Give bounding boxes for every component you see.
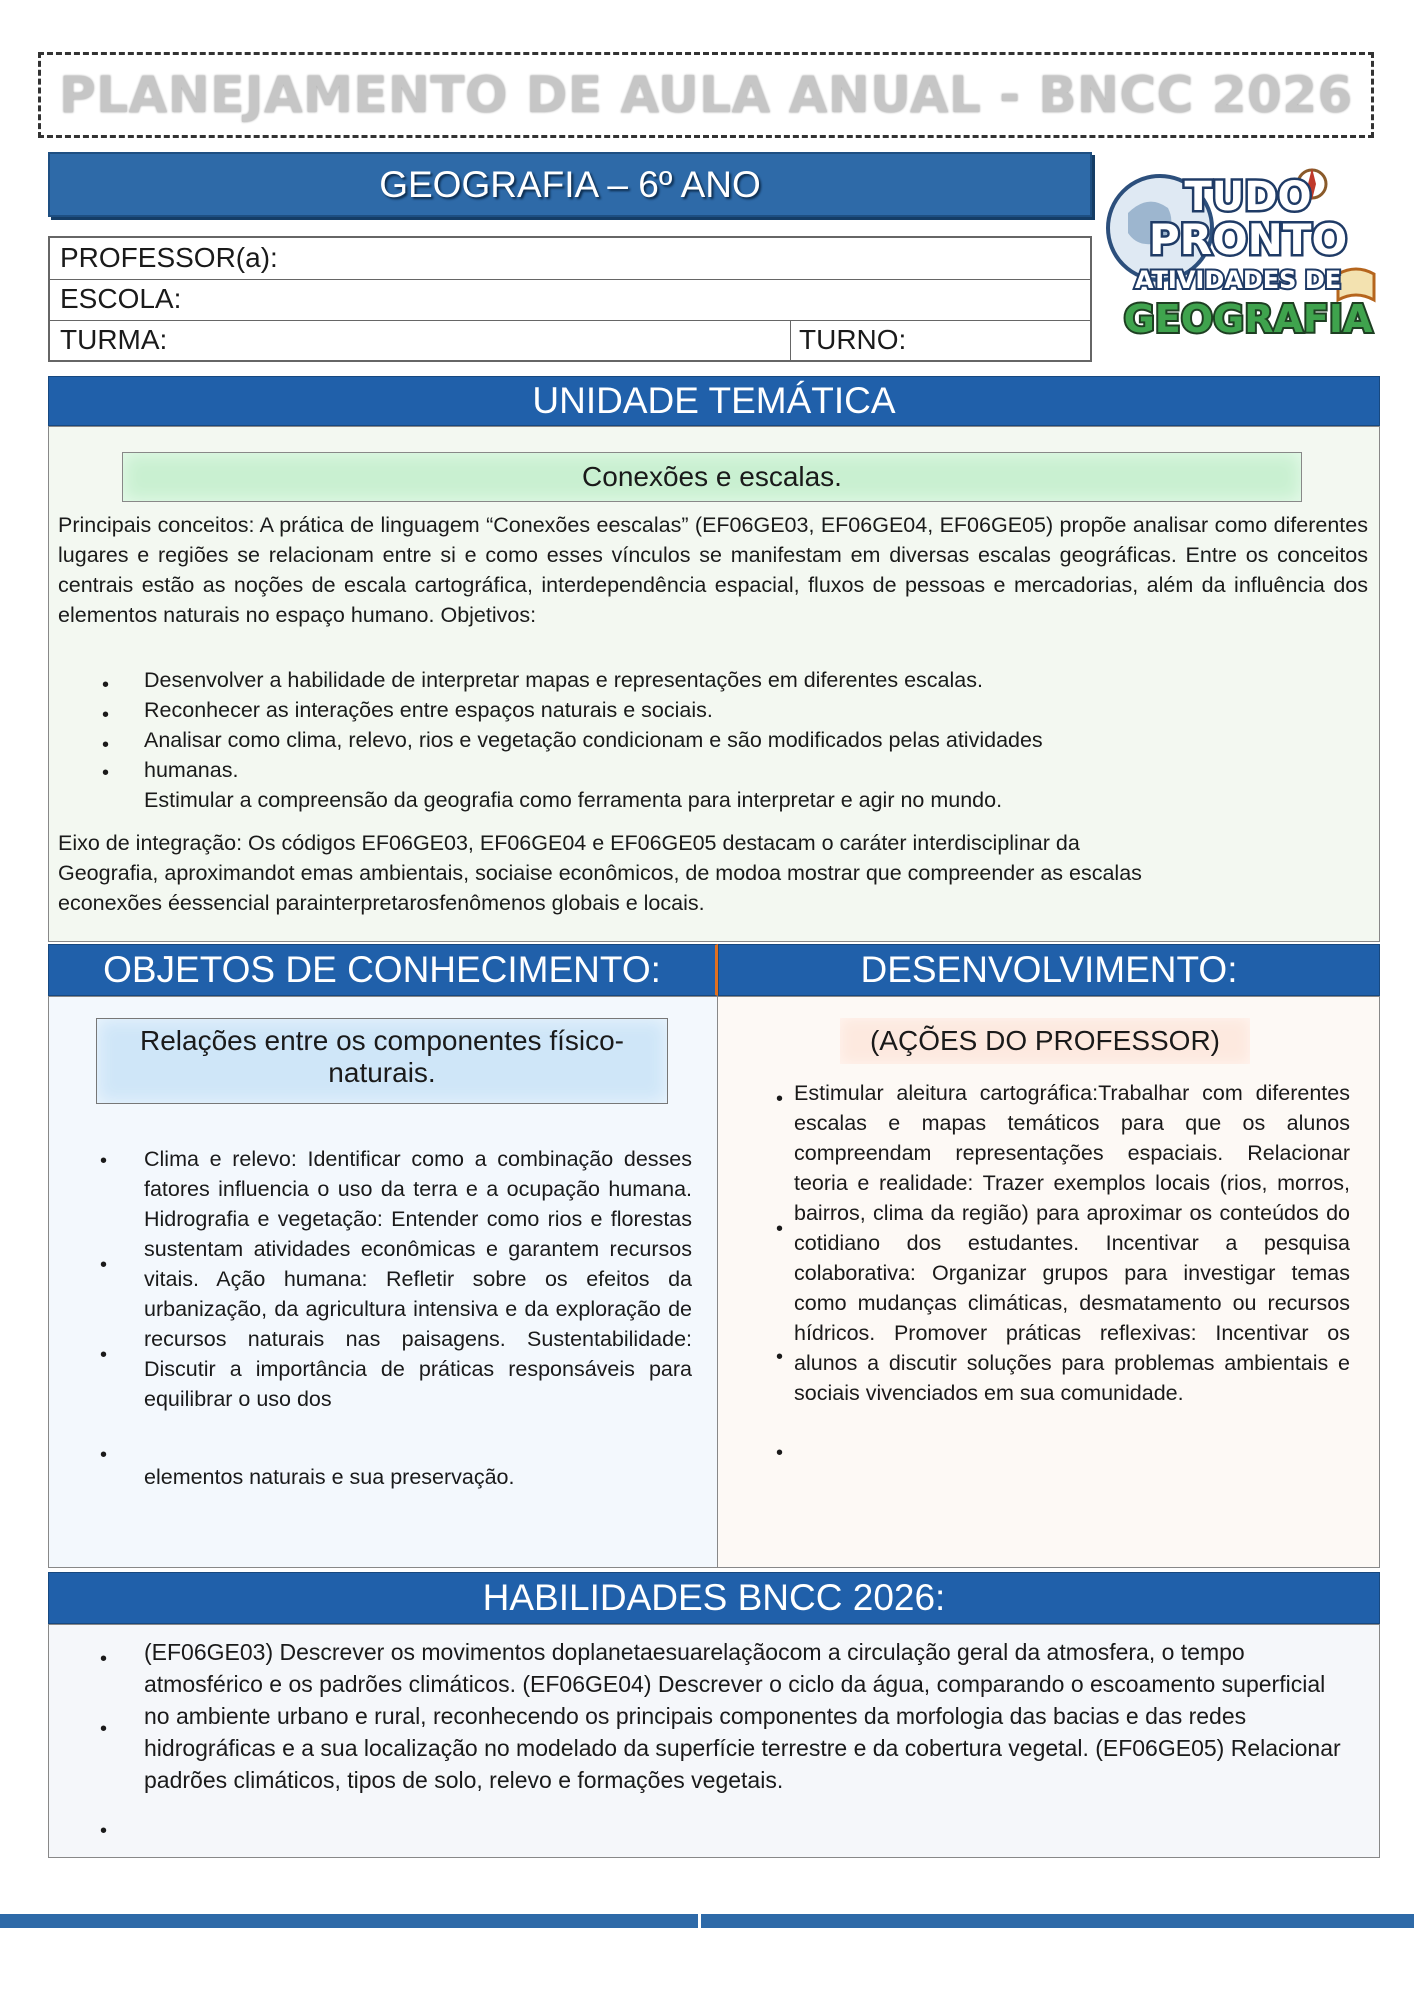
bullet: • <box>100 1648 108 1670</box>
objetivo-item: Desenvolver a habilidade de interpretar mapas e representações em diferentes escalas. <box>144 668 983 692</box>
subject-header <box>48 152 1092 217</box>
bullet: • <box>100 1444 108 1466</box>
eixo-line: econexões éessencial parainterpretarosfenômenos globais e locais. <box>58 891 705 915</box>
footer-divider <box>698 1914 701 1928</box>
acoes-box <box>840 1018 1250 1064</box>
tudo-pronto-logo <box>1098 158 1388 348</box>
objetivo-item: Estimular a compreensão da geografia como ferramenta para interpretar e agir no mundo. <box>144 788 1003 812</box>
habilidades-heading-text: HABILIDADES BNCC 2026: <box>482 1577 946 1618</box>
unidade-heading-text: UNIDADE TEMÁTICA <box>532 380 896 421</box>
bullet: • <box>776 1442 784 1464</box>
desenvolvimento-heading-text: DESENVOLVIMENTO: <box>860 949 1238 990</box>
bullet: • <box>100 1150 108 1172</box>
objetos-box: Relações entre os componentes físico-naturais. <box>96 1018 668 1104</box>
logo-line-3: ATIVIDADES DE <box>1134 266 1342 294</box>
bullet: • <box>100 1344 108 1366</box>
bullet: • <box>102 762 110 784</box>
desenvolvimento-heading <box>718 944 1380 996</box>
logo-line-1: TUDO <box>1184 174 1312 220</box>
escola-field[interactable] <box>50 279 1090 321</box>
principais-conceitos: Principais conceitos: A prática de linguagem “Conexões eescalas” (EF06GE03, EF06GE04, EF06GE05) propõe analisar como diferentes lugares e regiões se relacionam entre si e como esses vínculos se manifestam em diversas escalas geográficas. Entre os conceitos centrais estão as noções de escala cartográfica, interdependência espacial, fluxos de pessoas e mercadorias, além da influência dos elementos naturais no espaço humano. Objetivos: <box>58 513 1368 627</box>
objetivo-item: Analisar como clima, relevo, rios e vegetação condicionam e são modificados pelas atividades <box>144 728 1043 752</box>
logo-line-4: GEOGRAFIA <box>1123 297 1373 341</box>
escola-label: ESCOLA: <box>60 283 182 314</box>
bullet: • <box>102 734 110 756</box>
objetos-heading <box>48 944 718 996</box>
theme-text: Conexões e escalas. <box>582 461 842 492</box>
habilidades-heading <box>48 1572 1380 1624</box>
bullet: • <box>776 1346 784 1368</box>
document-title-frame <box>38 52 1374 138</box>
eixo-line: Geografia, aproximandot emas ambientais, sociaise econômicos, de modoa mostrar que compreender as escalas <box>58 861 1142 885</box>
habilidades-text: (EF06GE03) Descrever os movimentos doplanetaesuarelaçãocom a circulação geral da atmosfera, o tempo atmosférico e os padrões climáticos. (EF06GE04) Descrever o ciclo da água, comparando o escoamento superficial no ambiente urbano e rural, reconhecendo os principais componentes da morfologia das bacias e das redes hidrográficas e a sua localização no modelado da superfície terrestre e da cobertura vegetal. (EF06GE05) Relacionar padrões climáticos, tipos de solo, relevo e formações vegetais. <box>144 1639 1341 1793</box>
logo-line-2: PRONTO <box>1148 215 1348 264</box>
bullet: • <box>776 1088 784 1110</box>
turno-label: TURNO: <box>799 324 907 355</box>
objetos-body: Clima e relevo: Identificar como a combinação desses fatores influencia o uso da terra e a ocupação humana. Hidrografia e vegetação: Entender como rios e florestas sustentam atividades econômicas e garantem recursos vitais. Ação humana: Refletir sobre os efeitos da urbanização, da agricultura intensiva e da exploração de recursos naturais nas paisagens. Sustentabilidade: Discutir a importância de práticas responsáveis para equilibrar o uso dos <box>144 1147 692 1411</box>
professor-label: PROFESSOR(a): <box>60 242 278 273</box>
turma-label: TURMA: <box>60 324 168 355</box>
book-icon <box>1338 269 1374 300</box>
subject-title: GEOGRAFIA – 6º ANO <box>379 163 761 205</box>
bullet: • <box>100 1718 108 1740</box>
objetos-heading-text: OBJETOS DE CONHECIMENTO: <box>103 949 661 990</box>
info-table <box>48 236 1092 362</box>
objetivo-item: humanas. <box>144 758 239 782</box>
bullet: • <box>100 1254 108 1276</box>
bullet: • <box>100 1820 108 1842</box>
footer-bar <box>0 1914 1414 1928</box>
eixo-integracao <box>58 828 1368 918</box>
turma-field[interactable] <box>50 320 1090 362</box>
bullet: • <box>776 1218 784 1240</box>
bullet: • <box>102 674 110 696</box>
objetivo-item: Reconhecer as interações entre espaços naturais e sociais. <box>144 698 713 722</box>
professor-field[interactable] <box>50 238 1090 280</box>
unidade-tematica-heading <box>48 376 1380 426</box>
objetos-text <box>144 1144 692 1489</box>
objetos-body-last: elementos naturais e sua preservação. <box>144 1465 515 1489</box>
theme-box <box>122 452 1302 502</box>
bullet: • <box>102 704 110 726</box>
turno-field[interactable] <box>790 320 906 362</box>
desenvolvimento-text: Estimular aleitura cartográfica:Trabalhar com diferentes escalas e mapas temáticos para que os alunos compreendam representações espaciais. Relacionar teoria e realidade: Trazer exemplos locais (rios, morros, bairros, clima da região) para aproximar os conteúdos do cotidiano dos estudantes. Incentivar a pesquisa colaborativa: Organizar grupos para investigar temas como mudanças climáticas, desmatamento ou recursos hídricos. Promover práticas reflexivas: Incentivar os alunos a discutir soluções para problemas ambientais e sociais vivenciados em sua comunidade. <box>794 1081 1350 1405</box>
eixo-line: Eixo de integração: Os códigos EF06GE03, EF06GE04 e EF06GE05 destacam o caráter interdisciplinar da <box>58 831 1080 855</box>
document-title: PLANEJAMENTO DE AULA ANUAL - BNCC 2026 <box>59 66 1353 124</box>
acoes-title: (AÇÕES DO PROFESSOR) <box>869 1025 1221 1056</box>
